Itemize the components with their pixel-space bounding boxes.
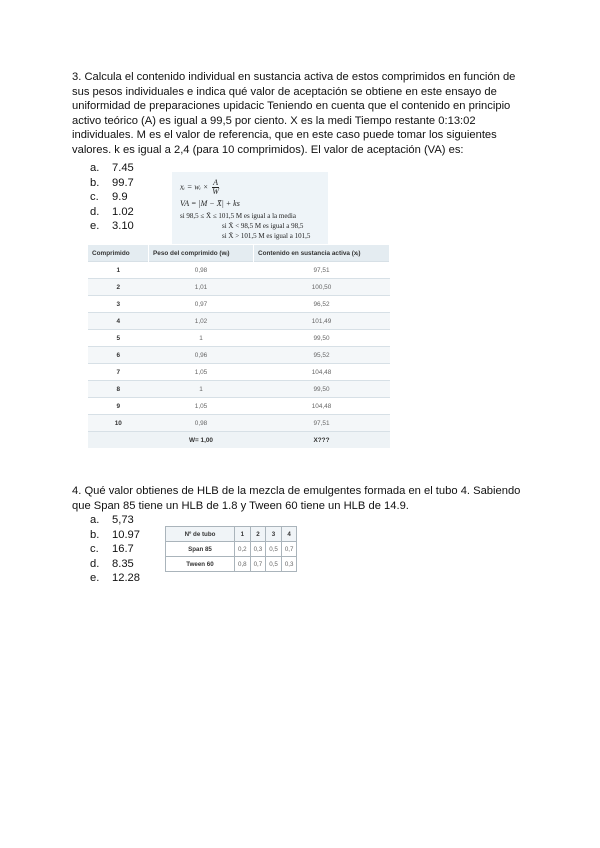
cell: 0,96 (149, 347, 254, 364)
cell: 104,48 (254, 398, 390, 415)
table-row (88, 262, 390, 279)
cell: 0,2 (235, 542, 251, 557)
table-row (88, 364, 390, 381)
cell: 0,98 (149, 415, 254, 432)
cell-x-mean: X??? (254, 432, 390, 449)
formula-fraction (212, 179, 219, 196)
formula-denominator: W (212, 187, 219, 196)
header-contenido: Contenido en sustancia activa (xᵢ) (254, 245, 390, 262)
cell: 96,52 (254, 296, 390, 313)
cell: 0,3 (281, 557, 297, 572)
table-row (166, 557, 297, 572)
option-text: 12.28 (112, 572, 140, 585)
option-letter: e. (90, 220, 100, 233)
option-letter: a. (90, 514, 100, 526)
cell: 0,8 (235, 557, 251, 572)
q4-line: 4. Qué valor obtienes de HLB de la mezcla de emulgentes formada en el tubo 4. Sabiendo (72, 485, 521, 497)
option-d[interactable] (90, 557, 140, 572)
q3-line: activo teórico (A) es igual a 99,5 por ciento. X es la medi Tiempo restante 0:13:02 (72, 114, 476, 127)
option-letter: b. (90, 528, 100, 541)
option-e[interactable] (90, 571, 140, 586)
cell: 2 (88, 279, 149, 296)
formula-va: VA = |M − X̄| + ks (180, 199, 240, 208)
cell-w-total: W= 1,00 (149, 432, 254, 449)
option-a[interactable] (90, 161, 134, 176)
cell: 101,49 (254, 313, 390, 330)
q3-line: uniformidad de preparaciones upidacic Teniendo en cuenta que el contenido en principio (72, 100, 511, 113)
table-row (88, 279, 390, 296)
cell: 6 (88, 347, 149, 364)
cell: 99,50 (254, 330, 390, 347)
tablets-table (88, 245, 390, 448)
cell: 99,50 (254, 381, 390, 398)
cell: 97,51 (254, 415, 390, 432)
table-row (88, 398, 390, 415)
cell: 1,01 (149, 279, 254, 296)
cell: 3 (88, 296, 149, 313)
formula-box (172, 172, 328, 244)
cell: 1,02 (149, 313, 254, 330)
cell: 0,5 (266, 557, 282, 572)
option-b[interactable] (90, 528, 140, 543)
table-header-row (166, 527, 297, 542)
option-text: 1.02 (112, 205, 134, 218)
option-letter: c. (90, 191, 99, 204)
cell: 8 (88, 381, 149, 398)
option-letter: b. (90, 176, 100, 189)
cell (88, 432, 149, 449)
cell: 0,5 (266, 542, 282, 557)
table-row (88, 330, 390, 347)
question-3-text (72, 70, 522, 158)
cell: 3 (266, 527, 282, 542)
option-d[interactable] (90, 205, 134, 220)
option-letter: a. (90, 162, 100, 174)
formula-condition-3: si X̄ > 101,5 M es igual a 101,5 (222, 232, 311, 240)
option-letter: e. (90, 572, 100, 585)
q3-line: 3. Calcula el contenido individual en sustancia activa de estos comprimidos en función de (72, 71, 516, 83)
table-row (88, 296, 390, 313)
cell: 7 (88, 364, 149, 381)
cell: 10 (88, 415, 149, 432)
table-row (88, 313, 390, 330)
header-comprimido: Comprimido (88, 245, 149, 262)
question-4-text (72, 484, 522, 513)
cell: 0,3 (250, 542, 266, 557)
cell: 1 (235, 527, 251, 542)
table-row (88, 381, 390, 398)
question-3-options (90, 161, 134, 234)
option-b[interactable] (90, 176, 134, 191)
table-row (88, 347, 390, 364)
cell: 5 (88, 330, 149, 347)
option-text: 8.35 (112, 557, 134, 570)
cell: 104,48 (254, 364, 390, 381)
cell: Span 85 (166, 542, 235, 557)
option-text: 99.7 (112, 176, 134, 189)
cell: 1,05 (149, 364, 254, 381)
table-row (88, 415, 390, 432)
cell: 9 (88, 398, 149, 415)
option-text: 7.45 (112, 162, 134, 174)
option-letter: d. (90, 557, 100, 570)
q4-line: que Span 85 tiene un HLB de 1.8 y Tween 60 tiene un HLB de 14.9. (72, 499, 409, 512)
emulsifier-table (165, 526, 297, 572)
cell: Tween 60 (166, 557, 235, 572)
cell: 4 (281, 527, 297, 542)
option-e[interactable] (90, 219, 134, 234)
option-text: 16.7 (112, 543, 134, 556)
cell: 1 (88, 262, 149, 279)
cell: 0,97 (149, 296, 254, 313)
cell: 1 (149, 381, 254, 398)
table-row (166, 542, 297, 557)
option-text: 10.97 (112, 528, 140, 541)
question-4-options (90, 513, 140, 586)
cell: 0,7 (250, 557, 266, 572)
option-c[interactable] (90, 542, 140, 557)
table-footer-row (88, 432, 390, 449)
option-a[interactable] (90, 513, 140, 528)
option-text: 3.10 (112, 220, 134, 233)
cell: 100,50 (254, 279, 390, 296)
cell: 1 (149, 330, 254, 347)
option-letter: d. (90, 205, 100, 218)
q3-line: sus pesos individuales e indica qué valor de aceptación se obtiene en este ensayo de (72, 85, 497, 98)
formula-lhs: xᵢ = wᵢ × (180, 182, 209, 192)
cell: 4 (88, 313, 149, 330)
cell: 95,52 (254, 347, 390, 364)
q3-line: valores. k es igual a 2,4 (para 10 comprimidos). El valor de aceptación (VA) es: (72, 143, 464, 156)
option-letter: c. (90, 543, 99, 556)
formula-numerator: A (213, 178, 218, 187)
q3-line: individuales. M es el valor de referencia, que en este caso puede tomar los siguientes (72, 129, 497, 142)
cell: Nº de tubo (166, 527, 235, 542)
formula-condition-2: si X̄ < 98,5 M es igual a 98,5 (222, 222, 304, 230)
cell: 0,7 (281, 542, 297, 557)
cell: 2 (250, 527, 266, 542)
option-text: 5,73 (112, 514, 134, 526)
cell: 1,05 (149, 398, 254, 415)
option-text: 9.9 (112, 191, 128, 204)
cell: 97,51 (254, 262, 390, 279)
table-header-row (88, 245, 390, 262)
option-c[interactable] (90, 190, 134, 205)
formula-content (180, 179, 219, 196)
cell: 0,98 (149, 262, 254, 279)
formula-condition-1: si 98,5 ≤ X̄ ≤ 101,5 M es igual a la media (180, 212, 296, 220)
header-peso: Peso del comprimido (wᵢ) (149, 245, 254, 262)
